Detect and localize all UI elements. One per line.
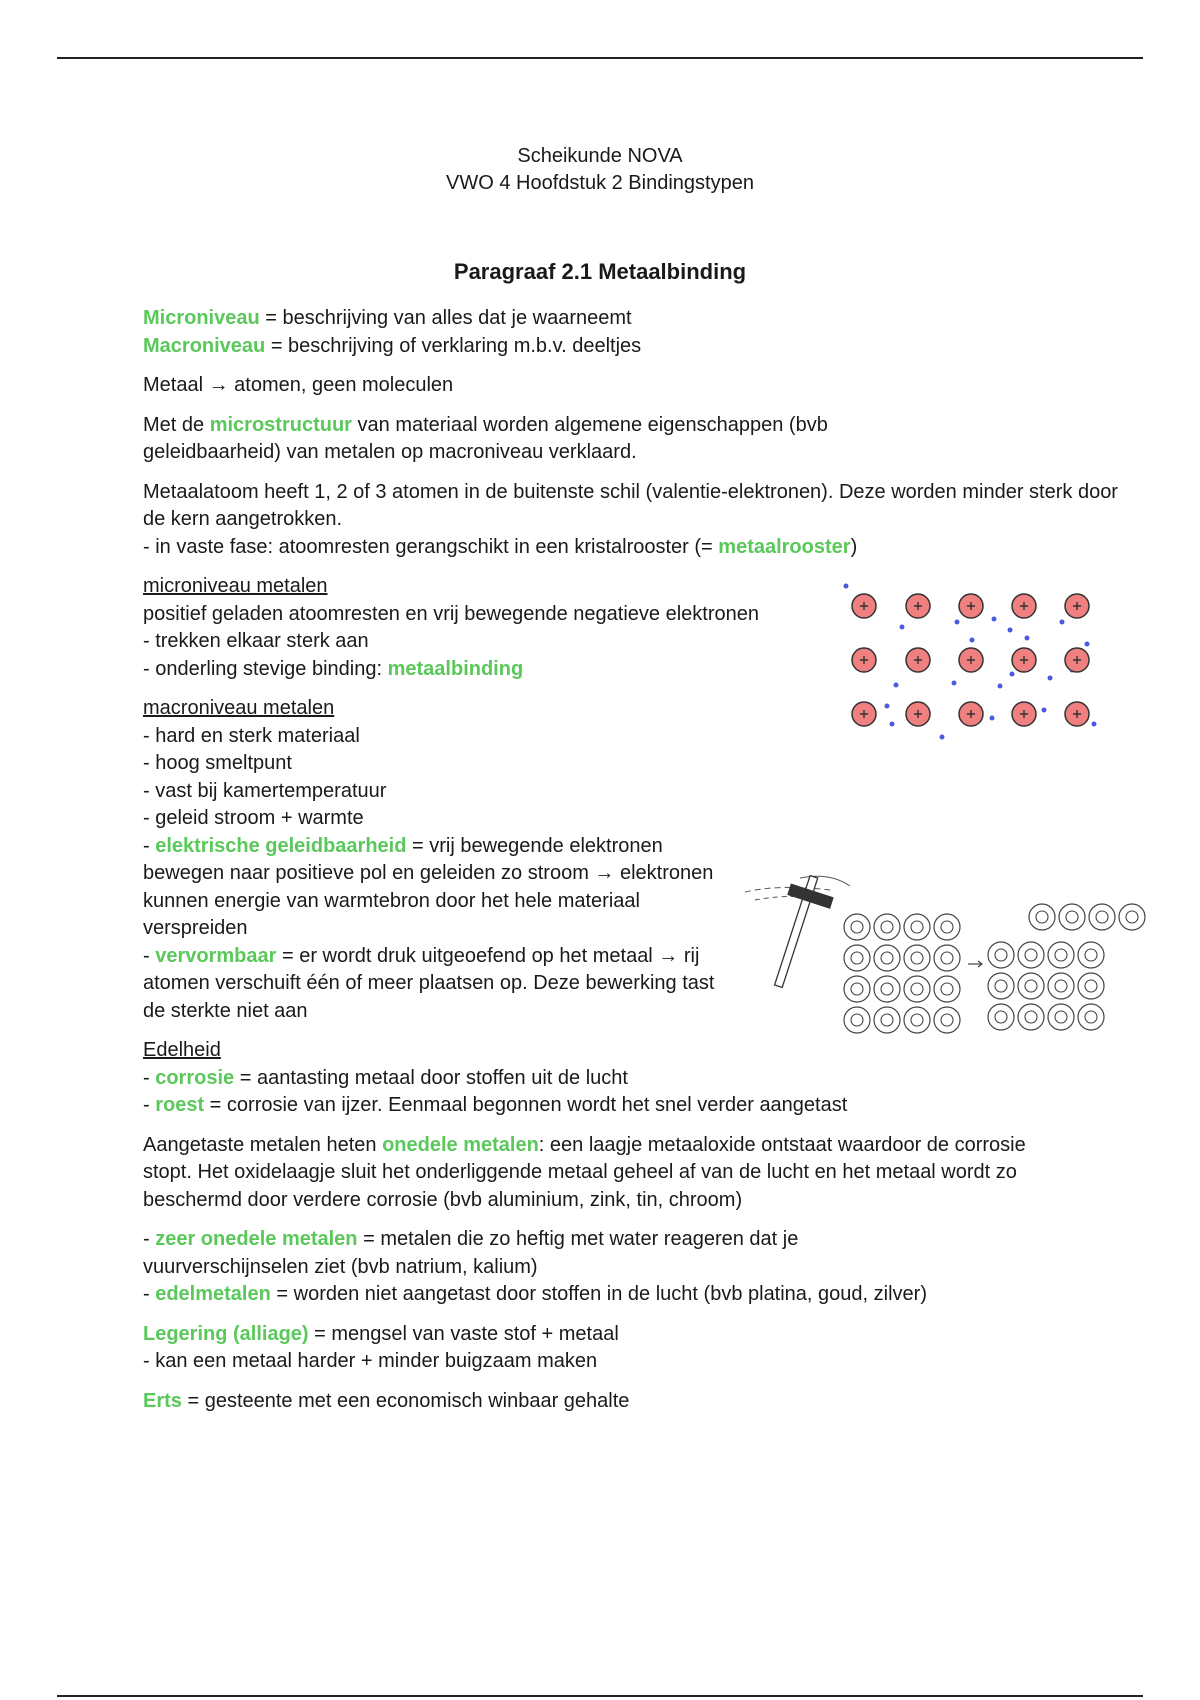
heading-edelheid: Edelheid xyxy=(143,1039,221,1061)
list-item: - hard en sterk materiaal xyxy=(143,724,360,747)
text-fragment: = aantasting metaal door stoffen uit de lucht xyxy=(234,1066,628,1089)
paragraph-metaal: Metaal → atomen, geen moleculen xyxy=(143,374,454,396)
text-fragment: - xyxy=(143,944,156,967)
text-fragment: - xyxy=(143,834,156,857)
paragraph-onedele-metalen xyxy=(143,1132,1043,1215)
term-metaalbinding: metaalbinding xyxy=(387,657,524,680)
text-fragment: = corrosie van ijzer. Eenmaal begonnen wordt het snel verder aangetast xyxy=(204,1094,848,1116)
list-item: - geleid stroom + warmte xyxy=(143,807,364,829)
paragraph-erts xyxy=(143,1388,1143,1416)
term-vervormbaar: vervormbaar xyxy=(155,944,277,967)
bottom-rule xyxy=(57,1695,1143,1697)
text-fragment: = mengsel van vaste stof + metaal xyxy=(308,1322,619,1345)
text-fragment: Met de xyxy=(143,413,210,436)
text-fragment: - xyxy=(143,1283,156,1305)
text-fragment: positief geladen atoomresten en vrij bewegende negatieve elektronen xyxy=(143,602,759,625)
text-fragment: - onderling stevige binding: xyxy=(143,657,388,680)
lattice-after xyxy=(988,904,1145,1030)
paragraph-zeer-onedel xyxy=(143,1226,1143,1309)
text-fragment: Aangetaste metalen heten xyxy=(143,1133,383,1156)
text-fragment: - in vaste fase: atoomresten gerangschikt in een kristalrooster (= xyxy=(143,535,719,558)
text-fragment: = er wordt druk uitgeoefend op het metaal → rij atomen verschuift één of meer plaatsen op. Deze bewerking tast de sterkte niet aan xyxy=(143,944,715,1022)
plus-signs xyxy=(860,602,1081,718)
term-microniveau: Microniveau xyxy=(143,307,260,329)
text-fragment: = worden niet aangetast door stoffen in de lucht (bvb platina, goud, zilver) xyxy=(270,1283,927,1305)
text-fragment: - xyxy=(143,1094,156,1116)
text-fragment: = vrij bewegende elektronen bewegen naar positieve pol en geleiden zo stroom → elektronen kunnen energie van warmtebron door het hele materiaal verspreiden xyxy=(143,834,714,939)
hammer-deformation-figure xyxy=(740,872,1160,1047)
text-fragment: - trekken elkaar sterk aan xyxy=(143,630,369,652)
paragraph-microstructuur xyxy=(143,412,833,467)
def-macroniveau: = beschrijving of verklaring m.b.v. deeltjes xyxy=(265,334,642,357)
text-fragment: : een laagje metaaloxide ontstaat waardoor de corrosie stopt. Het oxidelaagje sluit het onderliggende metaal geheel af van de lucht en het metaal wordt zo beschermd door verdere corrosie (bvb aluminium, zink, tin, chroom) xyxy=(143,1133,1026,1211)
text-fragment: Metaalatoom heeft 1, 2 of 3 atomen in de buitenste schil (valentie-elektronen). Deze worden minder sterk door de kern aangetrokken. xyxy=(143,480,1118,530)
term-edelmetalen: edelmetalen xyxy=(155,1283,271,1305)
top-rule xyxy=(57,57,1143,59)
hammer-icon xyxy=(745,876,850,988)
course-title: Scheikunde NOVA xyxy=(517,145,683,167)
term-onedele-metalen: onedele metalen xyxy=(382,1133,539,1156)
term-corrosie: corrosie xyxy=(155,1066,235,1089)
term-microstructuur: microstructuur xyxy=(209,413,352,436)
list-item: - vast bij kamertemperatuur xyxy=(143,779,387,802)
arrow-icon xyxy=(968,961,982,967)
text-fragment: - xyxy=(143,1228,156,1250)
metal-lattice-figure xyxy=(832,582,1122,742)
term-erts: Erts xyxy=(143,1389,182,1412)
text-fragment: = metalen die zo heftig met water reageren dat je vuurverschijnselen ziet (bvb natrium, kalium) xyxy=(143,1228,799,1278)
zeer-onedel-line xyxy=(143,1226,883,1281)
document-header xyxy=(0,143,1200,197)
heading-microniveau-metalen: microniveau metalen xyxy=(143,575,328,597)
paragraph-metaalatoom xyxy=(143,479,1143,562)
term-metaalrooster: metaalrooster xyxy=(718,535,851,558)
heading-macroniveau-metalen: macroniveau metalen xyxy=(143,697,335,719)
text-fragment: - kan een metaal harder + minder buigzaam maken xyxy=(143,1350,598,1372)
paragraph-levels xyxy=(143,305,1143,360)
term-zeer-onedele-metalen: zeer onedele metalen xyxy=(155,1228,358,1250)
text-fragment: ) xyxy=(850,535,858,558)
text-fragment: van materiaal worden algemene eigenschappen (bvb geleidbaarheid) van metalen op macroniveau verklaard. xyxy=(143,413,828,463)
section-title: Paragraaf 2.1 Metaalbinding xyxy=(453,259,747,284)
text-fragment: = gesteente met een economisch winbaar gehalte xyxy=(181,1389,630,1412)
term-macroniveau: Macroniveau xyxy=(143,334,266,357)
term-elektrische-geleidbaarheid: elektrische geleidbaarheid xyxy=(155,834,407,857)
def-microniveau: = beschrijving van alles dat je waarneemt xyxy=(259,307,632,329)
chapter-title: VWO 4 Hoofdstuk 2 Bindingstypen xyxy=(446,172,754,194)
list-item: - hoog smeltpunt xyxy=(143,752,292,774)
term-legering: Legering (alliage) xyxy=(143,1322,309,1345)
paragraph-legering xyxy=(143,1321,1143,1376)
term-roest: roest xyxy=(155,1094,205,1116)
document-body xyxy=(143,305,1143,1427)
text-fragment: - xyxy=(143,1066,156,1089)
paragraph-macroniveau-metalen xyxy=(143,695,733,1025)
paragraph-edelheid xyxy=(143,1037,1143,1120)
